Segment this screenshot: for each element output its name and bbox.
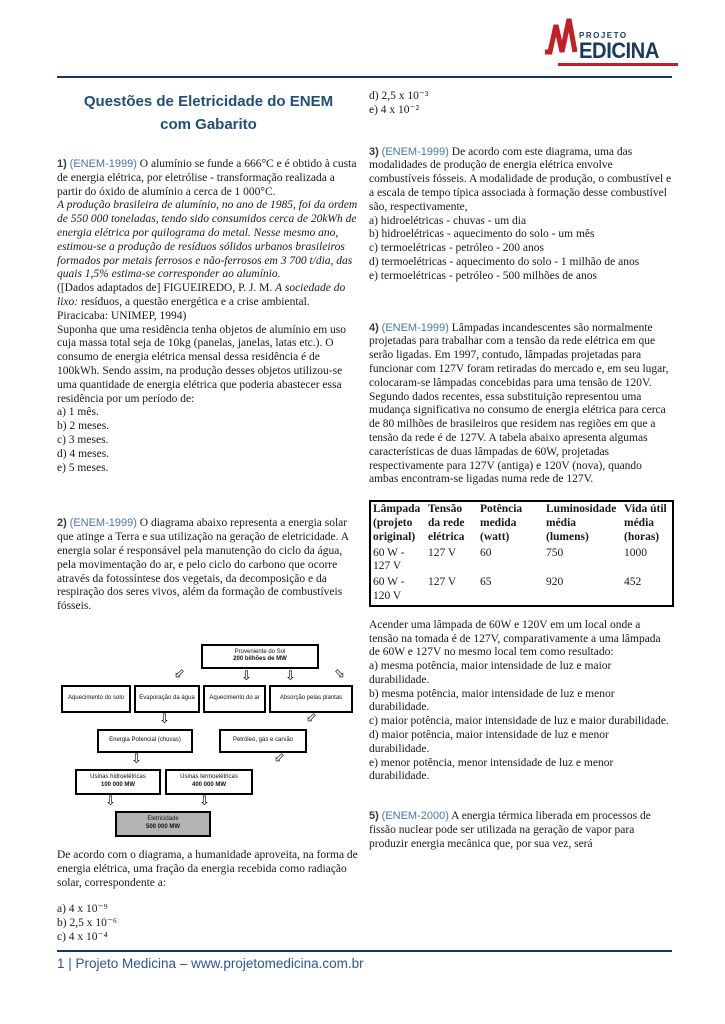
reference-post: resíduos, a questão energética e a crise ambiental. Piracicaba: UNIMEP, 1994) (57, 295, 310, 322)
cell-power: 65 (480, 576, 492, 589)
diagram-box-potential-energy: Energia Potencial (chuvas) (97, 729, 193, 753)
lamp-comparison-table (369, 500, 674, 607)
question-1-number: 1) (57, 158, 67, 170)
two-column-layout (57, 90, 672, 945)
footer (57, 957, 364, 971)
solar-energy-diagram (61, 644, 353, 838)
thermo-label: Usinas termoelétricas (180, 774, 238, 781)
col-header-lifetime: Vida útil média (horas) (624, 503, 667, 543)
left-column (57, 90, 360, 945)
option-c: c) 3 meses. (57, 433, 109, 446)
source-label: Proveniente do Sol (234, 648, 286, 655)
question-4-tag: (ENEM-1999) (381, 321, 449, 334)
option-b: b) 2,5 x 10⁻⁶ (57, 917, 117, 930)
question-3-tag: (ENEM-1999) (381, 145, 449, 158)
source-value: 200 bilhões de MW (233, 656, 287, 663)
option-b: b) mesma potência, maior intensidade de luz e menor durabilidade. (369, 687, 615, 714)
option-a: a) 4 x 10⁻⁹ (57, 903, 108, 916)
question-4-body (369, 322, 672, 488)
option-e: e) menor potência, menor intensidade de luz e menor durabilidade. (369, 756, 614, 783)
header-rule (57, 76, 672, 78)
option-d: d) termoelétricas - aquecimento do solo - 1 milhão de anos (369, 255, 640, 268)
option-d: d) maior potência, maior intensidade de luz e menor durabilidade. (369, 729, 609, 755)
question-5-number: 5) (369, 810, 379, 823)
diagram-box-thermo-plants (165, 769, 253, 795)
question-5-tag: (ENEM-2000) (381, 810, 449, 823)
option-a: a) mesma potência, maior intensidade de luz e maior durabilidade. (369, 660, 612, 686)
page-title: Questões de Eletricidade do ENEM com Gabarito (83, 93, 334, 133)
question-1-body: Suponha que uma residência tenha objetos de alumínio em uso cuja massa total seja de 10kg (panelas, janelas, latas etc.). O consumo de energia elétrica mensal dessa residência é de 100kWh. Sendo assim, na produção desses objetos utilizou-se uma quantidade de energia elétrica que poderia abastecer essa residência por um período de: (57, 323, 347, 405)
option-c: c) maior potência, maior intensidade de luz e maior durabilidade. (369, 715, 669, 728)
question-3-options (369, 215, 672, 284)
question-1-quote: A produção brasileira de alumínio, no ano de 1985, foi da ordem de 550 000 toneladas, tendo sido consumidos cerca de 20kWh de energia elétrica por quilograma do metal. Nesse mesmo ano, estimou-se a produção de resíduos sólidos urbanos brasileiros formados por metais ferrosos e não-ferrosos em 3 700 t/dia, das quais 1,5% estima-se corresponder ao alumínio. (57, 199, 358, 281)
question-1-intro (57, 158, 360, 199)
hydro-value: 100 000 MW (100, 781, 136, 788)
down-arrow-icon: ⇩ (285, 668, 296, 684)
diagram-box-electricity (115, 811, 211, 837)
col-header-luminosity: Luminosidade média (lumens) (546, 503, 617, 543)
diagonal-arrow-icon: ⇩ (301, 709, 320, 728)
projeto-medicina-logo (544, 16, 678, 66)
footer-link[interactable]: 1 | Projeto Medicina – www.projetomedicina.com.br (57, 956, 364, 971)
question-2 (57, 517, 360, 944)
question-4-body-text: Lâmpadas incandescentes são normalmente projetadas para trabalhar com a tensão da rede elétrica em que serão ligadas. Em 1997, contudo, lâmpadas projetadas para funcionar com 127V foram retiradas do mercado e, em seu lugar, colocaram-se lâmpadas concebidas para uma tensão de 120V. Segundo dados recentes, essa substituição representou uma mudança significativa no consumo de energia elétrica para cerca de 80 milhões de brasileiros que residem nas regiões em que a tensão da rede é de 127V. A tabela abaixo apresenta algumas características de duas lâmpadas de 60W, projetadas respectivamente para 127V (antiga) e 120V (nova), quando ambas encontram-se ligadas numa rede de 127V. (369, 321, 669, 486)
down-arrow-icon: ⇩ (241, 668, 252, 684)
question-2-options-right (369, 90, 672, 118)
col-header-lamp: Lâmpada (projeto original) (373, 503, 421, 543)
logo-underline (558, 63, 678, 66)
question-3-body-text: De acordo com este diagrama, uma das modalidades de produção de energia elétrica envolve combustíveis fósseis. A modalidade de produção, o combustível e a escala de tempo típica associada à formação desse combustível são, respectivamente, (369, 145, 672, 213)
option-e: e) termoelétricas - petróleo - 500 milhões de anos (369, 269, 598, 282)
option-b: b) hidroelétricas - aquecimento do solo - um mês (369, 228, 595, 241)
question-3 (369, 146, 672, 284)
col-header-voltage: Tensão da rede elétrica (428, 503, 465, 543)
question-2-tag: (ENEM-1999) (69, 517, 137, 530)
logo-main-text: EDICINA (579, 37, 659, 63)
question-4 (369, 322, 672, 785)
right-column (369, 90, 672, 945)
question-2-number: 2) (57, 517, 67, 530)
diagram-box-air-heating: Aquecimento do ar (203, 685, 266, 713)
footer-rule (57, 950, 672, 952)
thermo-value: 400 000 MW (191, 781, 227, 788)
diagram-box-soil-heating: Aquecimento do solo (61, 685, 131, 713)
question-5-body-text: A energia térmica liberada em processos de fissão nuclear pode ser utilizada na geração de vapor para produzir energia mecânica que, por sua vez, será (369, 810, 651, 850)
option-d: d) 2,5 x 10⁻³ (369, 90, 429, 102)
question-1-tag: (ENEM-1999) (69, 158, 137, 170)
diagram-box-fossil-fuels: Petróleo, gás e carvão (219, 729, 307, 753)
cell-voltage: 127 V (428, 546, 457, 559)
option-e: e) 5 meses. (57, 461, 109, 474)
cell-lifetime: 452 (624, 576, 642, 589)
question-4-options (369, 660, 672, 784)
question-1 (57, 158, 360, 475)
down-arrow-icon: ⇩ (131, 751, 142, 767)
cell-lamp: 60 W - 120 V (373, 576, 405, 602)
question-2-body-text: O diagrama abaixo representa a energia solar que atinge a Terra e sua utilização na geração de eletricidade. A energia solar é responsável pela manutenção do ciclo da água, pela movimentação do ar, e pelo ciclo do carbono que ocorre através da fotossíntese dos vegetais, da decomposição e da respiração dos seres vivos, além da formação de combustíveis fósseis. (57, 517, 349, 613)
cell-luminosity: 750 (546, 546, 564, 559)
reference-pre: ([Dados adaptados de] FIGUEIREDO, P. J. M. (57, 282, 276, 295)
question-2-body (57, 517, 360, 614)
diagonal-arrow-icon: ⇩ (331, 665, 350, 684)
question-2-after-diagram: De acordo com o diagrama, a humanidade aproveita, na forma de energia elétrica, uma fração da energia recebida como radiação solar, correspondente a: (57, 848, 358, 889)
reference-title: A sociedade do lixo: (57, 282, 346, 308)
cell-luminosity: 920 (546, 576, 564, 589)
logo-top-text: PROJETO (579, 30, 628, 40)
question-1-options (57, 406, 360, 475)
diagram-box-plant-absorption: Absorção pelas plantas (269, 685, 353, 713)
option-c: c) 4 x 10⁻⁴ (57, 930, 108, 943)
diagram-box-water-evaporation: Evaporação da água (134, 685, 200, 713)
question-1-reference (57, 282, 360, 323)
down-arrow-icon: ⇩ (199, 793, 210, 809)
question-5-body (369, 810, 672, 851)
question-4-after-table: Acender uma lâmpada de 60W e 120V em um local onde a tensão na tomada é de 127V, comparativamente a uma lâmpada de 60W e 127V no mesmo local tem como resultado: (369, 618, 661, 659)
diagonal-arrow-icon: ⇩ (269, 749, 288, 768)
option-a: a) 1 mês. (57, 406, 99, 419)
question-5 (369, 810, 672, 851)
diagonal-arrow-icon: ⇩ (169, 665, 188, 684)
question-4-number: 4) (369, 321, 379, 334)
option-d: d) 4 meses. (57, 447, 110, 460)
option-c: c) termoelétricas - petróleo - 200 anos (369, 242, 544, 255)
cell-lamp: 60 W - 127 V (373, 546, 405, 573)
question-2-options-left (57, 903, 360, 944)
question-1-intro-text: O alumínio se funde a 666°C e é obtido à custa de energia elétrica, por eletrólise - transformação realizada a partir do óxido de alumínio a cerca de 1 000°C. (57, 158, 357, 198)
pulse-icon (544, 16, 582, 61)
electricity-value: 500 000 MW (145, 823, 181, 830)
table-row (370, 575, 673, 606)
hydro-label: Usinas hidroelétricas (90, 774, 146, 781)
cell-lifetime: 1000 (624, 546, 647, 559)
question-3-number: 3) (369, 145, 379, 158)
cell-voltage: 127 V (428, 576, 457, 589)
table-header-row (370, 501, 673, 545)
col-header-power: Potência medida (watt) (480, 503, 523, 543)
option-a: a) hidroelétricas - chuvas - um dia (369, 214, 527, 227)
diagram-box-hydro-plants (75, 769, 161, 795)
down-arrow-icon: ⇩ (105, 793, 116, 809)
down-arrow-icon: ⇩ (159, 711, 170, 727)
table-row (370, 546, 673, 576)
question-3-body (369, 146, 672, 215)
electricity-label: Eletricidade (147, 816, 179, 823)
option-b: b) 2 meses. (57, 420, 110, 433)
option-e: e) 4 x 10⁻² (369, 103, 420, 116)
diagram-box-source (201, 644, 319, 669)
cell-power: 60 (480, 546, 492, 559)
